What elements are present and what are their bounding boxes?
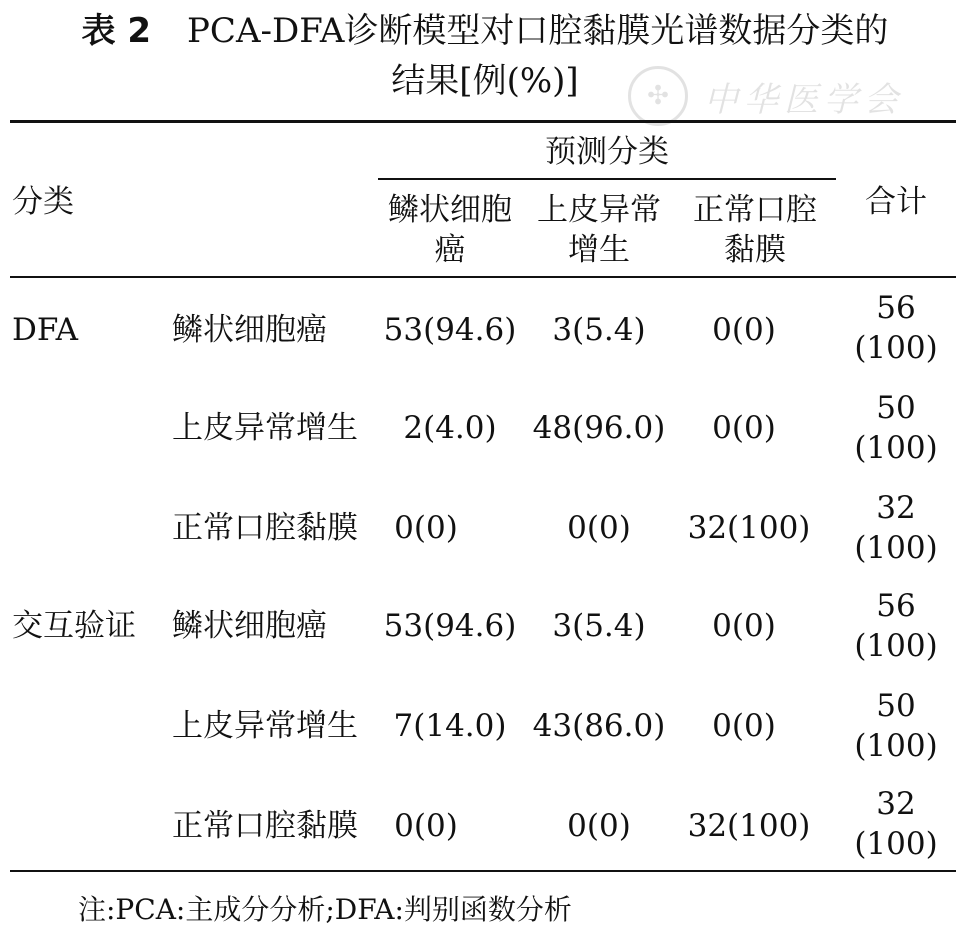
- table-title-line1: PCA-DFA诊断模型对口腔黏膜光谱数据分类的: [187, 11, 889, 51]
- header-category: 分类: [12, 184, 74, 220]
- header-total: 合计: [865, 184, 927, 220]
- predicted-rule: [378, 178, 836, 180]
- table-title-line2: 结果[例(%)]: [391, 61, 579, 101]
- bottom-rule: [10, 870, 956, 872]
- group-label-cross-validation: 交互验证: [12, 608, 136, 644]
- table-label: 表 2: [81, 11, 152, 51]
- table-note: 注:PCA:主成分分析;DFA:判别函数分析: [78, 893, 572, 926]
- header-col-dysplasia: 上皮异常 增生: [537, 192, 661, 268]
- group-label-dfa: DFA: [12, 312, 79, 348]
- header-rule: [10, 276, 956, 278]
- header-col-normal: 正常口腔 黏膜: [693, 192, 817, 268]
- watermark-text: 中华医学会: [704, 79, 904, 120]
- top-rule: [10, 120, 956, 123]
- header-predicted: 预测分类: [545, 134, 669, 170]
- watermark: [628, 66, 948, 126]
- header-col-scc: 鳞状细胞 癌: [388, 192, 512, 268]
- seal-icon: ✣: [628, 66, 688, 126]
